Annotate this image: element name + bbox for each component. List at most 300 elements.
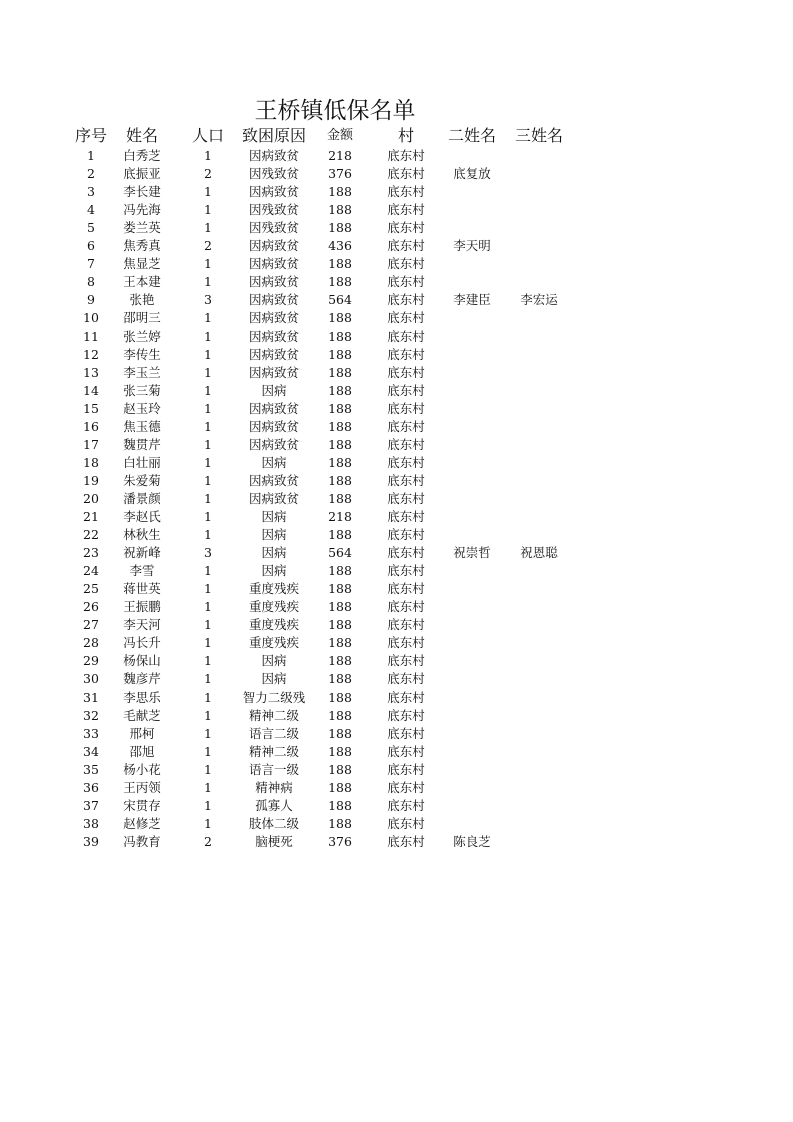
seq-cell: 33 — [83, 725, 99, 741]
name-cell: 潘景颜 — [123, 490, 161, 506]
seq-cell: 21 — [83, 509, 99, 524]
third-name-cell — [510, 255, 568, 273]
village-cell: 底东村 — [387, 364, 425, 380]
seq-cell: 4 — [87, 202, 95, 218]
reason-cell: 因病致贫 — [248, 184, 299, 200]
header-name: 姓名 — [125, 126, 158, 145]
reason-cell: 因病 — [261, 527, 287, 543]
village-cell: 底东村 — [387, 220, 425, 236]
third-name-cell — [510, 273, 568, 291]
reason-cell: 智力二级残 — [242, 689, 306, 705]
seq-cell: 26 — [83, 599, 99, 615]
amount-cell: 188 — [328, 761, 352, 777]
population-cell: 1 — [204, 382, 212, 398]
name-cell: 邵明三 — [123, 310, 161, 326]
second-name-cell — [444, 328, 500, 346]
second-name-cell — [444, 309, 500, 327]
amount-cell: 188 — [328, 202, 352, 218]
reason-cell: 因病致贫 — [248, 238, 299, 254]
table-row — [0, 743, 793, 761]
amount-cell: 188 — [328, 418, 352, 434]
seq-cell: 27 — [83, 617, 99, 633]
reason-cell: 因病致贫 — [248, 148, 299, 163]
village-cell: 底东村 — [387, 563, 425, 579]
third-name-cell — [510, 743, 568, 761]
village-cell: 底东村 — [387, 472, 425, 488]
third-name-cell — [510, 309, 568, 327]
name-cell: 李赵氏 — [123, 509, 161, 524]
seq-cell: 10 — [83, 310, 99, 326]
village-cell: 底东村 — [387, 256, 425, 272]
table-row — [0, 273, 793, 291]
second-name-cell — [444, 725, 500, 743]
third-name-cell — [510, 201, 568, 219]
name-cell: 李雪 — [129, 563, 155, 579]
reason-cell: 因病 — [261, 545, 287, 561]
amount-cell: 188 — [328, 671, 352, 687]
amount-cell: 188 — [328, 256, 352, 272]
second-name-cell — [444, 689, 500, 707]
name-cell: 白壮丽 — [123, 454, 161, 470]
reason-cell: 因病 — [261, 454, 287, 470]
population-cell: 1 — [204, 761, 212, 777]
seq-cell: 19 — [83, 472, 99, 488]
table-row — [0, 436, 793, 454]
table-row — [0, 562, 793, 580]
population-cell: 1 — [204, 725, 212, 741]
amount-cell: 188 — [328, 274, 352, 290]
table-row — [0, 400, 793, 418]
third-name-cell — [510, 346, 568, 364]
seq-cell: 28 — [83, 635, 99, 651]
reason-cell: 语言一级 — [248, 761, 299, 777]
population-cell: 1 — [204, 815, 212, 831]
second-name-cell — [444, 490, 500, 508]
header-third-name: 三姓名 — [514, 126, 563, 145]
seq-cell: 22 — [83, 527, 99, 543]
amount-cell: 188 — [328, 346, 352, 362]
reason-cell: 重度残疾 — [248, 635, 299, 651]
table-row — [0, 761, 793, 779]
name-cell: 张三菊 — [123, 382, 161, 398]
population-cell: 1 — [204, 346, 212, 362]
table-row — [0, 183, 793, 201]
name-cell: 李思乐 — [123, 689, 161, 705]
village-cell: 底东村 — [387, 346, 425, 362]
third-name-cell — [510, 833, 568, 851]
second-name-cell — [444, 183, 500, 201]
second-name-cell — [444, 382, 500, 400]
table-row — [0, 490, 793, 508]
table-row — [0, 219, 793, 237]
third-name-cell — [510, 165, 568, 183]
amount-cell: 188 — [328, 328, 352, 344]
amount-cell: 188 — [328, 454, 352, 470]
name-cell: 杨小花 — [123, 761, 161, 777]
reason-cell: 因病致贫 — [248, 328, 299, 344]
amount-cell: 376 — [328, 166, 352, 182]
table-row — [0, 634, 793, 652]
amount-cell: 188 — [328, 184, 352, 200]
second-name-cell — [444, 779, 500, 797]
second-name-cell — [444, 273, 500, 291]
reason-cell: 因病 — [261, 671, 287, 687]
name-cell: 张艳 — [129, 292, 155, 308]
second-name-cell: 陈良芝 — [453, 833, 491, 849]
reason-cell: 因病 — [261, 563, 287, 579]
table-row — [0, 309, 793, 327]
name-cell: 宋贯存 — [123, 797, 161, 813]
third-name-cell: 李宏运 — [520, 292, 558, 308]
table-row — [0, 815, 793, 833]
table-row — [0, 779, 793, 797]
amount-cell: 188 — [328, 581, 352, 597]
second-name-cell — [444, 454, 500, 472]
village-cell: 底东村 — [387, 400, 425, 416]
seq-cell: 11 — [83, 328, 99, 344]
third-name-cell — [510, 779, 568, 797]
third-name-cell — [510, 634, 568, 652]
name-cell: 白秀芝 — [123, 148, 161, 163]
amount-cell: 188 — [328, 743, 352, 759]
population-cell: 1 — [204, 310, 212, 326]
reason-cell: 因残致贫 — [248, 202, 299, 218]
second-name-cell — [444, 436, 500, 454]
seq-cell: 30 — [83, 671, 99, 687]
seq-cell: 18 — [83, 454, 99, 470]
second-name-cell — [444, 472, 500, 490]
amount-cell: 188 — [328, 310, 352, 326]
amount-cell: 188 — [328, 707, 352, 723]
name-cell: 赵修芝 — [123, 815, 161, 831]
name-cell: 娄兰英 — [123, 220, 161, 236]
table-row — [0, 689, 793, 707]
population-cell: 1 — [204, 581, 212, 597]
second-name-cell — [444, 580, 500, 598]
reason-cell: 精神病 — [255, 779, 293, 795]
seq-cell: 8 — [87, 274, 95, 290]
table-row — [0, 165, 793, 183]
reason-cell: 孤寡人 — [255, 797, 293, 813]
village-cell: 底东村 — [387, 635, 425, 651]
seq-cell: 7 — [87, 256, 95, 272]
village-cell: 底东村 — [387, 833, 425, 849]
population-cell: 1 — [204, 220, 212, 236]
third-name-cell — [510, 725, 568, 743]
third-name-cell — [510, 598, 568, 616]
name-cell: 邵旭 — [129, 743, 155, 759]
third-name-cell — [510, 526, 568, 544]
population-cell: 1 — [204, 599, 212, 615]
village-cell: 底东村 — [387, 671, 425, 687]
amount-cell: 188 — [328, 472, 352, 488]
population-cell: 1 — [204, 256, 212, 272]
table-row — [0, 598, 793, 616]
amount-cell: 188 — [328, 653, 352, 669]
population-cell: 1 — [204, 364, 212, 380]
third-name-cell — [510, 454, 568, 472]
amount-cell: 188 — [328, 635, 352, 651]
amount-cell: 188 — [328, 436, 352, 452]
second-name-cell — [444, 201, 500, 219]
population-cell: 1 — [204, 328, 212, 344]
village-cell: 底东村 — [387, 184, 425, 200]
amount-cell: 564 — [328, 292, 352, 308]
population-cell: 2 — [204, 166, 212, 182]
population-cell: 1 — [204, 184, 212, 200]
reason-cell: 因病 — [261, 653, 287, 669]
second-name-cell: 李天明 — [453, 238, 491, 254]
second-name-cell: 祝崇哲 — [453, 545, 491, 561]
village-cell: 底东村 — [387, 617, 425, 633]
population-cell: 1 — [204, 436, 212, 452]
third-name-cell — [510, 328, 568, 346]
population-cell: 1 — [204, 418, 212, 434]
village-cell: 底东村 — [387, 689, 425, 705]
village-cell: 底东村 — [387, 274, 425, 290]
population-cell: 1 — [204, 454, 212, 470]
third-name-cell — [510, 652, 568, 670]
third-name-cell — [510, 508, 568, 526]
seq-cell: 17 — [83, 436, 99, 452]
population-cell: 1 — [204, 689, 212, 705]
third-name-cell — [510, 707, 568, 725]
amount-cell: 188 — [328, 779, 352, 795]
seq-cell: 32 — [83, 707, 99, 723]
reason-cell: 精神二级 — [248, 707, 299, 723]
table-row — [0, 580, 793, 598]
name-cell: 魏彦芹 — [123, 671, 161, 687]
third-name-cell — [510, 670, 568, 688]
reason-cell: 重度残疾 — [248, 581, 299, 597]
third-name-cell — [510, 761, 568, 779]
reason-cell: 精神二级 — [248, 743, 299, 759]
village-cell: 底东村 — [387, 202, 425, 218]
name-cell: 焦玉德 — [123, 418, 161, 434]
population-cell: 2 — [204, 833, 212, 849]
table-row — [0, 364, 793, 382]
name-cell: 王本建 — [123, 274, 161, 290]
amount-cell: 436 — [328, 238, 352, 254]
third-name-cell — [510, 436, 568, 454]
header-village: 村 — [397, 126, 414, 145]
seq-cell: 24 — [83, 563, 99, 579]
page-title: 王桥镇低保名单 — [254, 98, 416, 124]
name-cell: 蒋世英 — [123, 581, 161, 597]
name-cell: 焦秀真 — [123, 238, 161, 254]
name-cell: 李长建 — [123, 184, 161, 200]
population-cell: 2 — [204, 238, 212, 254]
name-cell: 李传生 — [123, 346, 161, 362]
table-row — [0, 382, 793, 400]
village-cell: 底东村 — [387, 166, 425, 182]
third-name-cell — [510, 219, 568, 237]
table-row — [0, 237, 793, 255]
amount-cell: 218 — [328, 509, 352, 524]
seq-cell: 36 — [83, 779, 99, 795]
second-name-cell — [444, 652, 500, 670]
table-row — [0, 707, 793, 725]
seq-cell: 39 — [83, 833, 99, 849]
name-cell: 张兰婷 — [123, 328, 161, 344]
second-name-cell — [444, 364, 500, 382]
village-cell: 底东村 — [387, 454, 425, 470]
name-cell: 祝新峰 — [123, 545, 161, 561]
population-cell: 1 — [204, 527, 212, 543]
population-cell: 3 — [204, 545, 212, 561]
name-cell: 王丙领 — [123, 779, 161, 795]
table-row — [0, 472, 793, 490]
amount-cell: 188 — [328, 400, 352, 416]
village-cell: 底东村 — [387, 509, 425, 524]
third-name-cell — [510, 815, 568, 833]
name-cell: 焦显芝 — [123, 256, 161, 272]
name-cell: 邢柯 — [129, 725, 155, 741]
third-name-cell — [510, 147, 568, 165]
reason-cell: 因残致贫 — [248, 166, 299, 182]
village-cell: 底东村 — [387, 238, 425, 254]
population-cell: 1 — [204, 671, 212, 687]
village-cell: 底东村 — [387, 527, 425, 543]
second-name-cell — [444, 562, 500, 580]
amount-cell: 188 — [328, 490, 352, 506]
third-name-cell — [510, 364, 568, 382]
reason-cell: 因病致贫 — [248, 346, 299, 362]
header-population: 人口 — [191, 126, 224, 145]
reason-cell: 肢体二级 — [248, 815, 299, 831]
village-cell: 底东村 — [387, 418, 425, 434]
population-cell: 1 — [204, 509, 212, 524]
name-cell: 朱爱菊 — [123, 472, 161, 488]
amount-cell: 188 — [328, 220, 352, 236]
reason-cell: 因病致贫 — [248, 310, 299, 326]
second-name-cell: 李建臣 — [453, 292, 491, 308]
table-row — [0, 418, 793, 436]
name-cell: 李天河 — [123, 617, 161, 633]
amount-cell: 188 — [328, 599, 352, 615]
seq-cell: 29 — [83, 653, 99, 669]
population-cell: 1 — [204, 797, 212, 813]
reason-cell: 因病致贫 — [248, 436, 299, 452]
second-name-cell — [444, 761, 500, 779]
third-name-cell — [510, 797, 568, 815]
reason-cell: 重度残疾 — [248, 599, 299, 615]
second-name-cell — [444, 400, 500, 418]
population-cell: 1 — [204, 472, 212, 488]
population-cell: 3 — [204, 292, 212, 308]
table-row — [0, 201, 793, 219]
second-name-cell — [444, 508, 500, 526]
reason-cell: 因病致贫 — [248, 400, 299, 416]
name-cell: 底振亚 — [123, 166, 161, 182]
population-cell: 1 — [204, 617, 212, 633]
population-cell: 1 — [204, 490, 212, 506]
amount-cell: 188 — [328, 815, 352, 831]
village-cell: 底东村 — [387, 310, 425, 326]
third-name-cell: 祝恩聪 — [520, 545, 558, 561]
reason-cell: 因病致贫 — [248, 256, 299, 272]
table-row — [0, 544, 793, 562]
village-cell: 底东村 — [387, 815, 425, 831]
second-name-cell — [444, 670, 500, 688]
second-name-cell — [444, 255, 500, 273]
population-cell: 1 — [204, 653, 212, 669]
reason-cell: 因病致贫 — [248, 274, 299, 290]
table-row — [0, 526, 793, 544]
name-cell: 魏贯芹 — [123, 436, 161, 452]
amount-cell: 188 — [328, 725, 352, 741]
reason-cell: 因病致贫 — [248, 418, 299, 434]
name-cell: 冯先海 — [123, 202, 161, 218]
third-name-cell — [510, 400, 568, 418]
village-cell: 底东村 — [387, 707, 425, 723]
seq-cell: 38 — [83, 815, 99, 831]
village-cell: 底东村 — [387, 779, 425, 795]
seq-cell: 6 — [87, 238, 95, 254]
amount-cell: 188 — [328, 364, 352, 380]
amount-cell: 188 — [328, 563, 352, 579]
second-name-cell — [444, 634, 500, 652]
seq-cell: 9 — [87, 292, 95, 308]
population-cell: 1 — [204, 274, 212, 290]
name-cell: 杨保山 — [123, 653, 161, 669]
table-row — [0, 346, 793, 364]
name-cell: 林秋生 — [123, 527, 161, 543]
seq-cell: 23 — [83, 545, 99, 561]
header-amount: 金额 — [326, 128, 353, 143]
village-cell: 底东村 — [387, 328, 425, 344]
village-cell: 底东村 — [387, 292, 425, 308]
third-name-cell — [510, 237, 568, 255]
table-row — [0, 291, 793, 309]
population-cell: 1 — [204, 635, 212, 651]
village-cell: 底东村 — [387, 653, 425, 669]
population-cell: 1 — [204, 202, 212, 218]
reason-cell: 因病致贫 — [248, 292, 299, 308]
amount-cell: 564 — [328, 545, 352, 561]
reason-cell: 因病致贫 — [248, 472, 299, 488]
seq-cell: 3 — [87, 184, 95, 200]
table-row — [0, 725, 793, 743]
table-row — [0, 328, 793, 346]
second-name-cell — [444, 616, 500, 634]
amount-cell: 218 — [328, 148, 352, 163]
amount-cell: 188 — [328, 797, 352, 813]
population-cell: 1 — [204, 400, 212, 416]
second-name-cell — [444, 219, 500, 237]
table-row — [0, 652, 793, 670]
amount-cell: 188 — [328, 382, 352, 398]
second-name-cell — [444, 346, 500, 364]
third-name-cell — [510, 689, 568, 707]
name-cell: 李玉兰 — [123, 364, 161, 380]
seq-cell: 31 — [83, 689, 99, 705]
second-name-cell — [444, 707, 500, 725]
name-cell: 毛献芝 — [123, 707, 161, 723]
reason-cell: 因病 — [261, 509, 287, 524]
third-name-cell — [510, 580, 568, 598]
reason-cell: 因病致贫 — [248, 490, 299, 506]
village-cell: 底东村 — [387, 436, 425, 452]
name-cell: 赵玉玲 — [123, 400, 161, 416]
amount-cell: 188 — [328, 689, 352, 705]
village-cell: 底东村 — [387, 382, 425, 398]
reason-cell: 因病 — [261, 382, 287, 398]
third-name-cell — [510, 562, 568, 580]
seq-cell: 20 — [83, 490, 99, 506]
table-row — [0, 454, 793, 472]
reason-cell: 因残致贫 — [248, 220, 299, 236]
